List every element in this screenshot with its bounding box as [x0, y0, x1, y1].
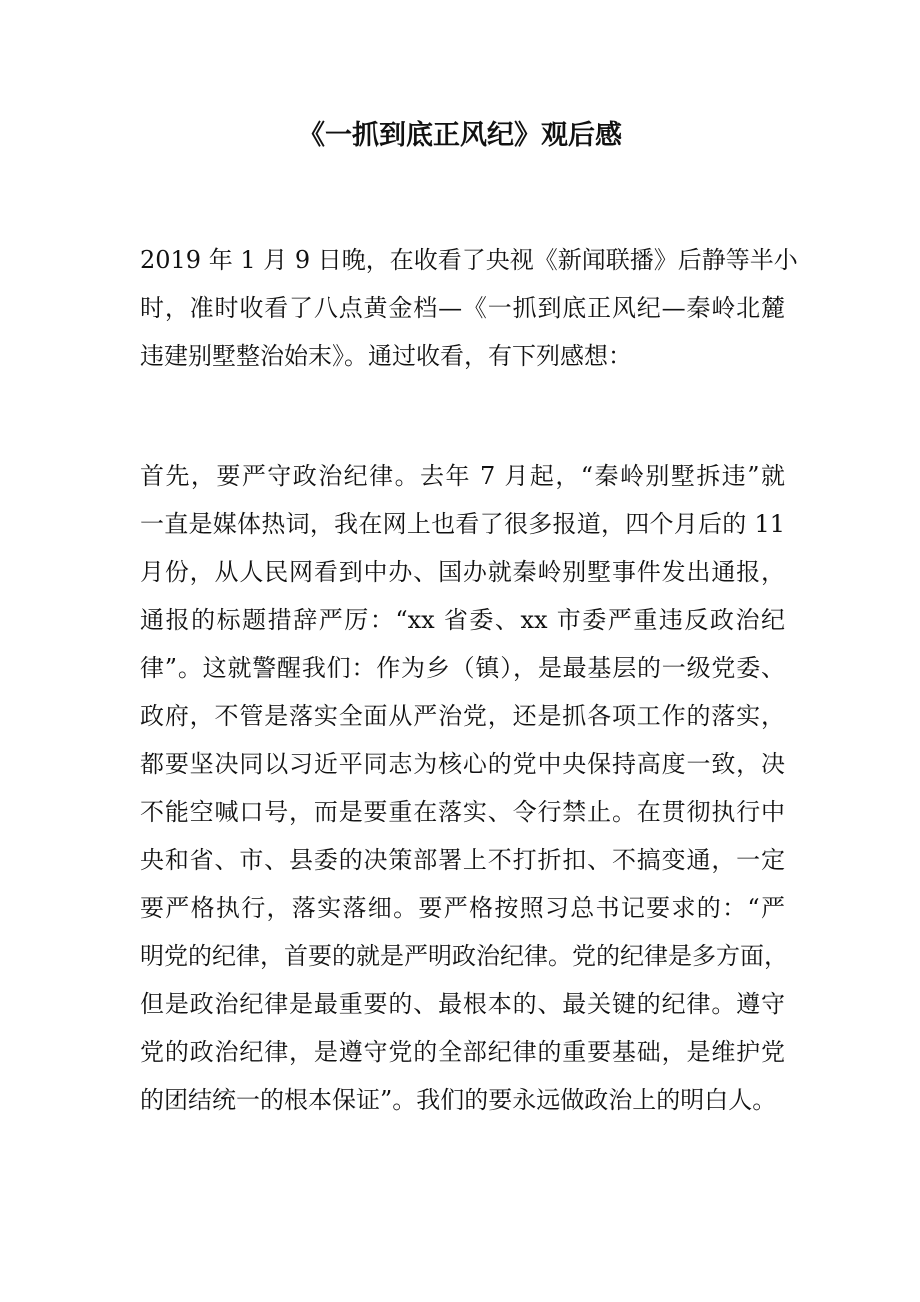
document-title: 《一抓到底正风纪》观后感 — [298, 120, 622, 151]
paragraph-line: 的团结统一的根本保证”。我们的要永远做政治上的明白人。 — [140, 1086, 777, 1114]
paragraph-intro — [140, 236, 798, 380]
paragraph-line: 明党的纪律，首要的就是严明政治纪律。党的纪律是多方面， — [140, 942, 788, 970]
paragraph-line: 首先，要严守政治纪律。去年 7 月起，“秦岭别墅拆违”就 — [140, 462, 785, 490]
paragraph-line: 一直是媒体热词，我在网上也看了很多报道，四个月后的 11 — [140, 510, 785, 538]
paragraph-line: 2019 年 1 月 9 日晚，在收看了央视《新闻联播》后静等半小 — [140, 246, 798, 274]
paragraph-line: 都要坚决同以习近平同志为核心的党中央保持高度一致，决 — [140, 750, 785, 778]
paragraph-line: 要严格执行，落实落细。要严格按照习总书记要求的：“严 — [140, 894, 785, 922]
paragraph-line: 不能空喊口号，而是要重在落实、令行禁止。在贯彻执行中 — [140, 798, 785, 826]
paragraph-line: 时，准时收看了八点黄金档—《一抓到底正风纪—秦岭北麓 — [140, 294, 785, 322]
paragraph-line: 律”。这就警醒我们：作为乡（镇），是最基层的一级党委、 — [140, 654, 785, 682]
paragraph-line: 政府，不管是落实全面从严治党，还是抓各项工作的落实， — [140, 702, 785, 730]
paragraph-political-discipline — [140, 452, 788, 1124]
paragraph-line: 党的政治纪律，是遵守党的全部纪律的重要基础，是维护党 — [140, 1038, 785, 1066]
paragraph-line: 但是政治纪律是最重要的、最根本的、最关键的纪律。遵守 — [140, 990, 785, 1018]
paragraph-line: 违建别墅整治始末》。通过收看，有下列感想： — [140, 342, 632, 370]
paragraph-line: 月份，从人民网看到中办、国办就秦岭别墅事件发出通报， — [140, 558, 785, 586]
paragraph-line: 央和省、市、县委的决策部署上不打折扣、不搞变通，一定 — [140, 846, 785, 874]
paragraph-line: 通报的标题措辞严厉：“xx 省委、xx 市委严重违反政治纪 — [140, 606, 785, 634]
